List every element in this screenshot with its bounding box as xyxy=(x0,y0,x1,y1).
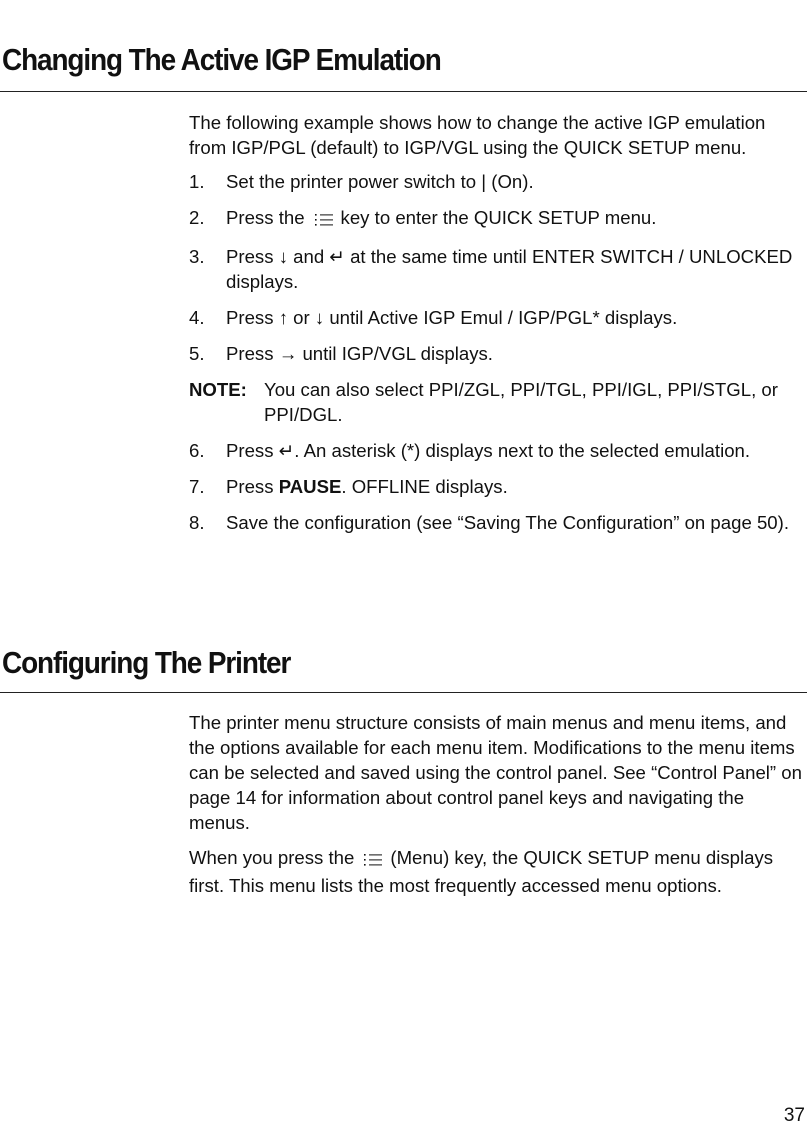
section2-para2 xyxy=(189,845,807,898)
para-text-before: When you press the xyxy=(189,847,355,868)
heading-rule xyxy=(0,91,807,92)
list-item xyxy=(189,305,807,330)
pause-key-label: PAUSE xyxy=(278,476,342,497)
note-text: You can also select PPI/ZGL, PPI/TGL, PPI/IGL, PPI/STGL, or PPI/DGL. xyxy=(264,379,778,425)
step-text-after: key to enter the QUICK SETUP menu. xyxy=(340,207,657,228)
list-item xyxy=(189,510,807,535)
list-item xyxy=(189,341,807,366)
menu-key-icon xyxy=(364,848,382,873)
page-number: 37 xyxy=(783,1105,805,1126)
step-number: 2. xyxy=(189,207,205,228)
step-number: 4. xyxy=(189,307,205,328)
step-text-before: Press the xyxy=(226,207,305,228)
list-item xyxy=(189,244,807,294)
list-item xyxy=(189,169,807,194)
step-number: 1. xyxy=(189,171,205,192)
step-text: Set the printer power switch to | (On). xyxy=(226,171,534,192)
step-number: 6. xyxy=(189,440,205,461)
section2-para1: The printer menu structure consists of main menus and menu items, and the options available for each menu item. Modifications to the menu items can be selected and saved using the control panel. See “Control Panel” on page 14 for information about control panel keys and navigating the menus. xyxy=(189,712,802,833)
step-number: 3. xyxy=(189,246,205,267)
section-heading-configuring-printer: Configuring The Printer xyxy=(2,645,291,680)
menu-key-icon xyxy=(315,208,333,233)
procedure-steps-continued xyxy=(189,438,807,535)
step-text-after: . OFFLINE displays. xyxy=(341,476,508,497)
step-number: 5. xyxy=(189,343,205,364)
section-heading-changing-igp-emulation: Changing The Active IGP Emulation xyxy=(2,42,441,77)
step-text: Press ↵. An asterisk (*) displays next to the selected emulation. xyxy=(226,440,751,461)
note-label: NOTE: xyxy=(189,379,247,400)
section1-body xyxy=(189,110,807,535)
section2-body xyxy=(189,710,807,898)
procedure-steps xyxy=(189,169,807,366)
step-number: 7. xyxy=(189,476,205,497)
list-item xyxy=(189,474,807,499)
step-text: Press ↓ and ↵ at the same time until ENTER SWITCH / UNLOCKED displays. xyxy=(226,246,793,292)
heading-rule xyxy=(0,692,807,693)
list-item xyxy=(189,205,807,233)
step-text: Save the configuration (see “Saving The Configuration” on page 50). xyxy=(226,512,789,533)
step-number: 8. xyxy=(189,512,205,533)
section1-intro: The following example shows how to change the active IGP emulation from IGP/PGL (default) to IGP/VGL using the QUICK SETUP menu. xyxy=(189,112,766,158)
note-block xyxy=(189,377,807,427)
step-text: Press ↑ or ↓ until Active IGP Emul / IGP/PGL* displays. xyxy=(226,307,678,328)
step-text-before: Press xyxy=(226,476,274,497)
para-text-after: (Menu) key, the QUICK SETUP menu displays first. This menu lists the most frequently accessed menu options. xyxy=(189,847,774,896)
list-item xyxy=(189,438,807,463)
step-text: Press → until IGP/VGL displays. xyxy=(226,343,493,364)
